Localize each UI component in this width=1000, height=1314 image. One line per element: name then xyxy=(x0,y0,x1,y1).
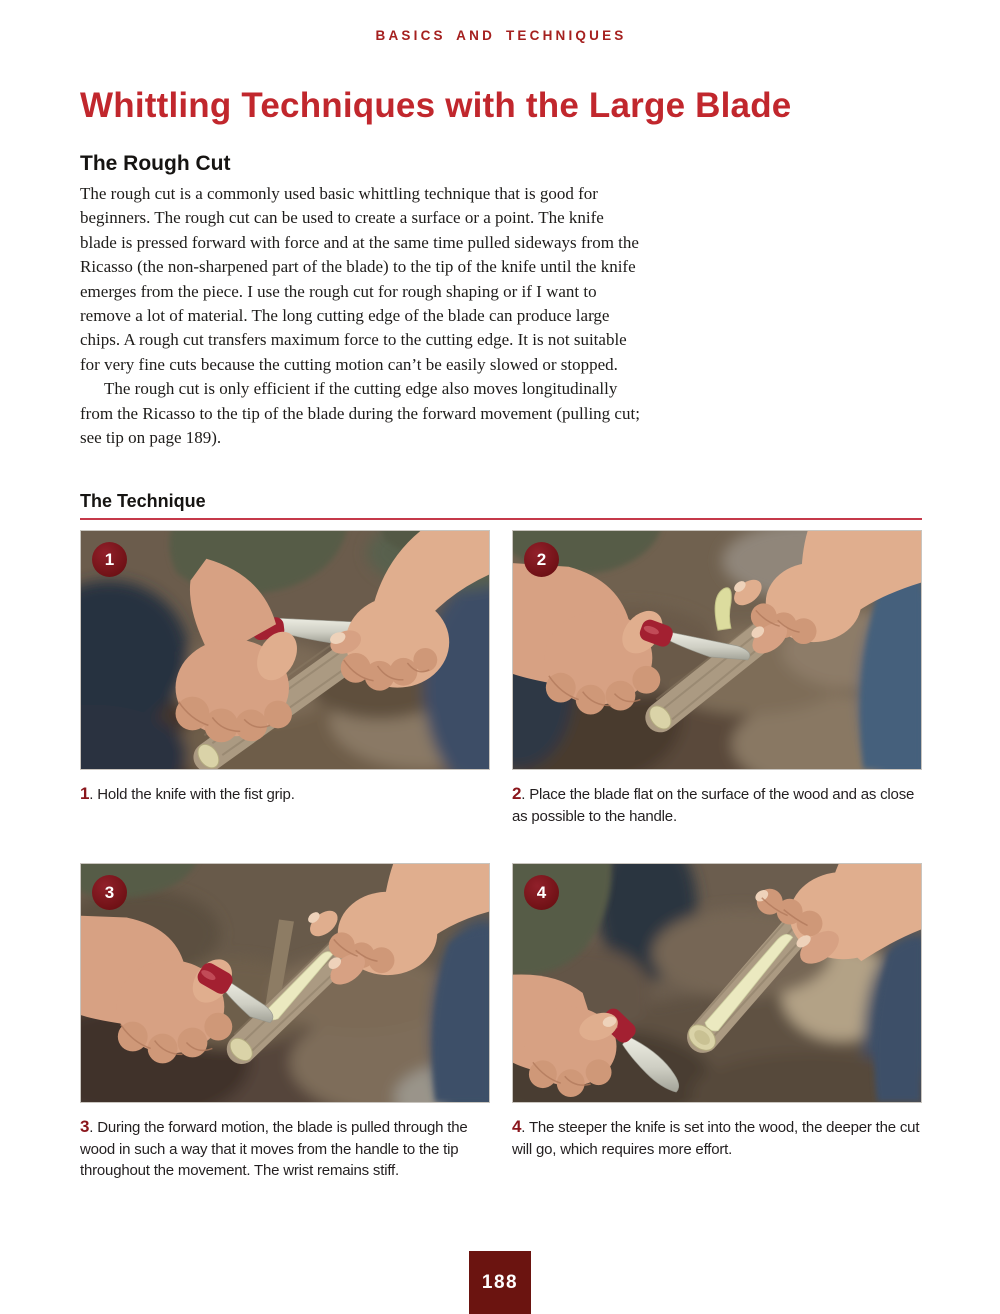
photo-step-2 xyxy=(512,530,922,770)
step-number: 1 xyxy=(80,784,90,804)
photo-step-1-image xyxy=(81,531,489,769)
page-number: 188 xyxy=(481,1271,519,1293)
step-caption-text: Place the blade flat on the surface of the wood and as close as possible to the handle. xyxy=(512,786,915,825)
section-heading-technique: The Technique xyxy=(80,491,206,512)
step-number: 3 xyxy=(80,1117,90,1137)
photo-step-2-image xyxy=(513,531,921,769)
step-badge-number: 4 xyxy=(536,882,547,902)
step-badge-number: 3 xyxy=(104,882,115,902)
step-caption-text: During the forward motion, the blade is pulled through the wood in such a way that it moves from the handle to the tip throughout the movement. The wrist remains stiff. xyxy=(80,1119,468,1180)
rough-cut-paragraph-1: The rough cut is a commonly used basic whittling technique that is good for beginners. The rough cut can be used to create a surface or a point. The knife blade is pressed forward with force and at the same time pulled sideways from the Ricasso (the non-sharpened part of the blade) to the tip of the knife until the knife emerges from the piece. I use the rough cut for rough shaping or if I want to remove a lot of material. The long cutting edge of the blade can produce large chips. A rough cut transfers maximum force to the cutting edge. It is not suitable for very fine cuts because the cutting motion can’t be easily slowed or stopped. xyxy=(80,184,639,374)
photo-step-1 xyxy=(80,530,490,770)
page-title: Whittling Techniques with the Large Blade xyxy=(80,86,792,125)
step-caption-1 xyxy=(80,770,490,863)
step-number: 4 xyxy=(512,1117,522,1137)
photo-step-4 xyxy=(512,863,922,1103)
caption-separator: . xyxy=(521,786,530,804)
step-caption-text: Hold the knife with the fist grip. xyxy=(97,786,295,804)
caption-separator: . xyxy=(89,786,98,804)
rough-cut-paragraph-2: The rough cut is only efficient if the cutting edge also moves longitudinally from the Ricasso to the tip of the blade during the forward movement (pulling cut; see tip on page 189). xyxy=(80,379,640,448)
running-head: BASICS AND TECHNIQUES xyxy=(375,28,627,43)
step-badge-number: 1 xyxy=(104,549,115,569)
book-page xyxy=(0,28,1000,1182)
technique-photo-grid xyxy=(80,530,922,1182)
photo-step-3 xyxy=(80,863,490,1103)
red-divider xyxy=(80,518,922,520)
step-caption-text: The steeper the knife is set into the wood, the deeper the cut will go, which requires more effort. xyxy=(512,1119,920,1158)
caption-separator: . xyxy=(89,1119,98,1137)
step-caption-3 xyxy=(80,1103,490,1182)
step-caption-2 xyxy=(512,770,922,863)
step-number: 2 xyxy=(512,784,522,804)
section-heading-rough-cut: The Rough Cut xyxy=(80,152,231,175)
caption-separator: . xyxy=(521,1119,529,1137)
step-caption-4 xyxy=(512,1103,922,1182)
photo-step-3-image xyxy=(81,864,489,1102)
photo-step-4-image xyxy=(513,864,921,1102)
page-number-box xyxy=(469,1251,531,1314)
step-badge-number: 2 xyxy=(536,549,547,569)
